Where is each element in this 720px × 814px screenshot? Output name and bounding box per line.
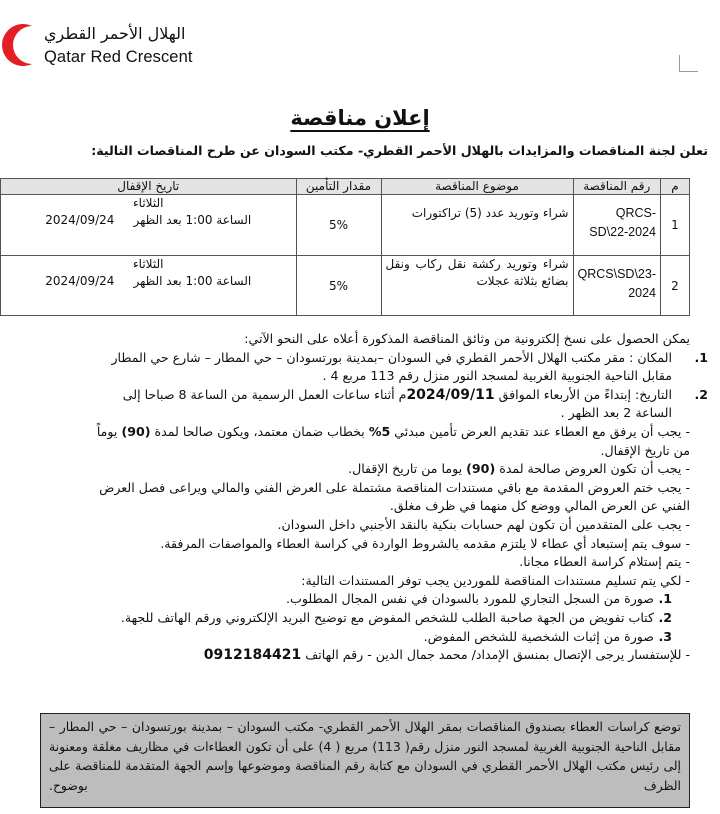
row-reference: QRCS\SD\23-2024 [573,256,661,316]
closing-day: الثلاثاء [133,257,164,271]
place-line-2: مقابل الناحية الجنوبية الغربية لمسجد النور منزل رقم 113 مربع 4 . [322,368,672,384]
contact-line [18,646,690,665]
validity-text-a: - يجب أن تكون العروض صالحة لمدة [499,461,690,477]
bond-line-2: من تاريخ الإقفال. [600,442,690,458]
date-item [18,386,708,405]
date-text-c: م أثناء ساعات العمل الرسمية من الساعة 8 صباحا إلى [122,386,407,402]
validity-text-b: يوما من تاريخ الإقفال. [348,461,463,477]
bond-percent: 5% [368,423,391,439]
closing-date: 2024/09/24 [45,213,115,227]
header-number: م [661,179,690,195]
row-insurance: 5% [296,256,381,316]
qrcs-logo [2,20,207,72]
item-number: 1. [658,591,672,607]
doc-text: كتاب تفويض من الجهة صاحبة الطلب للشخص المفوض مع توضيح البريد الإلكتروني ورقم الهاتف للجهة. [120,609,654,625]
table-row [1,195,690,256]
red-crescent-icon [2,22,40,68]
item-number: 2. [658,609,672,625]
date-line-2: الساعة 2 بعد الظهر . [560,405,672,421]
page-title: إعلان مناقصة [290,106,430,130]
bond-days: (90) [121,423,151,439]
docs-lead: - لكي يتم تسليم مستندات المناقصة للموردين يجب توفر المستندات التالية: [301,572,690,588]
place-item [18,349,708,368]
row-closing [1,256,297,316]
bond-text-a: - يجب أن يرفق مع العطاء عند تقديم العرض تأمين مبدئي [394,423,690,439]
item-number: 2. [694,386,708,402]
doc-text: صورة من السجل التجاري للمورد بالسودان في نفس المجال المطلوب. [286,591,654,607]
closing-date: 2024/09/24 [45,274,115,288]
doc-item [18,609,690,628]
doc-text: صورة من إثبات الشخصية للشخص المفوض. [423,628,654,644]
tenders-table [0,178,690,316]
submission-notice-box: توضع كراسات العطاء بصندوق المناقصات بمقر الهلال الأحمر القطري- مكتب السودان – بمدينة بورتسودان – حي المطار – مقابل الناحية الجنوبية الغربية لمسجد النور منزل رقم( 113) مربع ( 4) على أن تكون العطاءات في مظاريف مغلقة ومعنونة إلى رئيس مكتب الهلال الأحمر القطري في السودان مع كتابة رقم المناقصة وموضوعها وإسم الجهة المتقدمة للمناقصة على الظرف بوضوح. [40,713,690,808]
closing-time: الساعة 1:00 بعد الظهر [133,274,252,288]
header-subject: موضوع المناقصة [381,179,573,195]
row-insurance: 5% [296,195,381,256]
table-row [1,256,690,316]
closing-time: الساعة 1:00 بعد الظهر [133,213,252,227]
place-line-1: المكان : مقر مكتب الهلال الأحمر القطري في السودان –بمدينة بورتسودان – حي المطار – شارع حي المطار [111,349,672,365]
contact-phone: 0912184421 [203,647,302,664]
logo-english-name: Qatar Red Crescent [44,48,193,66]
table-header-row [1,179,690,195]
bond-text-c: يوماً [96,423,118,439]
logo-arabic-name: الهلال الأحمر القطري [44,24,186,43]
row-number: 1 [661,195,690,256]
header-closing-date: تاريخ الإقفال [1,179,297,195]
row-reference: QRCS-SD\22-2024 [573,195,661,256]
seal-line-1: - يجب ختم العروض المقدمة مع باقي مستندات المناقصة مشتملة على العرض الفني والمالي ويراعى فصل العرض [99,479,690,495]
page-corner-mark [679,55,698,72]
closing-day: الثلاثاء [133,196,164,210]
conditions-lead: يمكن الحصول على نسخ إلكترونية من وثائق المناقصة المذكورة أعلاه على النحو الآتي: [244,331,690,346]
intro-text: تعلن لجنة المناقصات والمزايدات بالهلال الأحمر القطري- مكتب السودان عن طرح المناقصات التالية: [91,143,708,158]
validity-line [18,460,690,479]
header-insurance: مقدار التأمين [296,179,381,195]
date-text-a: التاريخ: إبتداءً من الأربعاء الموافق [498,386,672,402]
row-closing [1,195,297,256]
row-subject: شراء وتوريد عدد (5) تراكتورات [381,195,573,256]
bank-line: - يجب على المتقدمين أن تكون لهم حسابات بنكية بالنقد الأجنبي داخل السودان. [277,516,690,532]
free-booklet-line: - يتم إستلام كراسة العطاء مجانا. [519,554,690,570]
item-number: 1. [694,349,708,365]
exclusion-line: - سوف يتم إستبعاد أي عطاء لا يلتزم مقدمه بالشروط الواردة في كراسة العطاء والمواصفات المرفقة. [160,535,690,551]
closing-datetime [5,273,292,290]
start-date: 2024/09/11 [406,386,495,403]
seal-line-2: الفني عن العرض المالي ووضع كل منهما في ظرف مغلق. [389,498,690,514]
item-number: 3. [658,628,672,644]
doc-item [18,628,690,647]
validity-days: (90) [466,461,496,477]
row-number: 2 [661,256,690,316]
contact-text: - للإستفسار يرجى الإتصال بمنسق الإمداد/ محمد جمال الدين - رقم الهاتف [305,647,690,663]
closing-datetime [5,212,292,229]
tender-conditions [18,330,708,665]
doc-item [18,590,690,609]
bond-line [18,423,690,442]
row-subject: شراء وتوريد ركشة نقل ركاب ونقل بضائع بثلاثة عجلات [381,256,573,316]
header-reference: رقم المناقصة [573,179,661,195]
bond-text-b: بخطاب ضمان معتمد، ويكون صالحا لمدة [154,423,365,439]
